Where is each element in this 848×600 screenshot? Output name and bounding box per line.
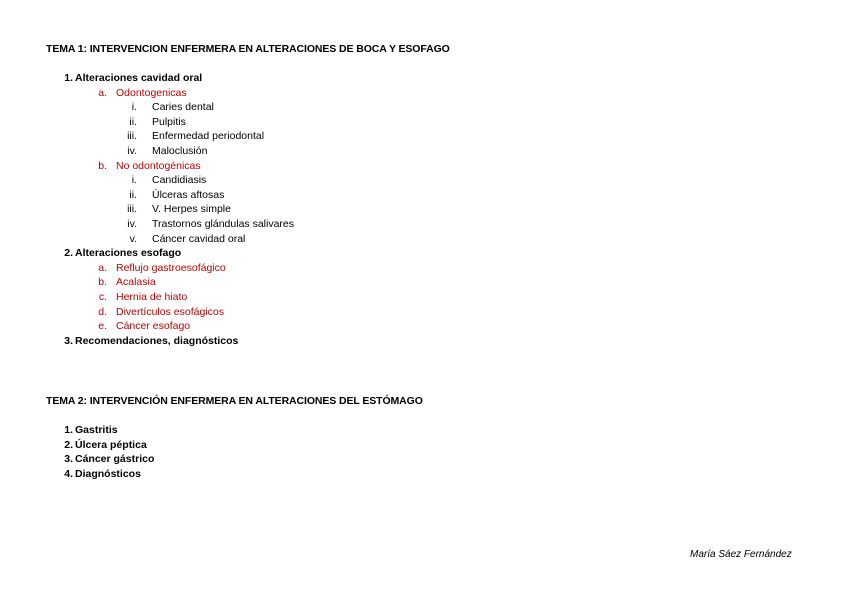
outline-item-level-3 (113, 217, 513, 232)
outline-item-text: Candidiasis (152, 174, 207, 187)
outline-item-text: Recomendaciones, diagnósticos (75, 334, 239, 347)
outline-item-level-1 (57, 423, 457, 438)
outline-item-number: d. (98, 305, 107, 318)
outline-item-level-3 (113, 173, 513, 188)
outline-item-number: i. (131, 101, 137, 114)
outline-item-text: Maloclusión (152, 145, 208, 157)
outline-item-level-3 (113, 202, 513, 217)
outline-item-level-3 (113, 188, 513, 203)
outline-item-text: Diagnósticos (75, 467, 141, 480)
outline-item-text: Acalasia (116, 276, 156, 289)
outline-item-text: Enfermedad periodontal (152, 130, 265, 143)
outline-item-number: a. (98, 86, 107, 99)
outline-item-number: c. (98, 291, 107, 303)
tema1-heading: TEMA 1: INTERVENCION ENFERMERA EN ALTERACIONES DE BOCA Y ESOFAGO (46, 43, 450, 55)
outline-item-level-3 (113, 115, 513, 130)
outline-item-text: Cáncer cavidad oral (152, 232, 246, 245)
outline-item-number: ii. (129, 115, 137, 128)
outline-item-text: Alteraciones cavidad oral (75, 72, 203, 84)
tema2-heading: TEMA 2: INTERVENCIÓN ENFERMERA EN ALTERACIONES DEL ESTÓMAGO (46, 395, 423, 407)
outline-item-level-2 (93, 261, 493, 276)
outline-item-level-3 (113, 100, 513, 115)
outline-item-text: Odontogenicas (116, 86, 187, 99)
outline-item-level-2 (93, 319, 493, 334)
outline-item-number: a. (98, 261, 107, 274)
outline-item-level-1 (57, 452, 457, 467)
outline-item-number: b. (98, 159, 107, 172)
outline-item-number: iii. (127, 203, 137, 216)
outline-item-level-3 (113, 144, 513, 159)
outline-item-text: Trastornos glándulas salivares (152, 218, 295, 230)
outline-item-number: 3. (64, 334, 73, 347)
outline-item-number: iii. (127, 130, 137, 143)
outline-item-level-1 (57, 334, 457, 349)
outline-item-text: Reflujo gastroesofágico (116, 261, 226, 274)
outline-item-number: 2. (64, 438, 73, 451)
outline-item-text: Úlcera péptica (75, 438, 147, 451)
outline-item-text: Caries dental (152, 101, 214, 114)
outline-item-level-1 (57, 467, 457, 482)
outline-item-text: Úlceras aftosas (152, 188, 225, 201)
outline-item-text: Alteraciones esofago (75, 247, 182, 260)
outline-item-text: No odontogénicas (116, 159, 201, 172)
outline-item-number: b. (98, 276, 107, 289)
author-signature: María Sáez Fernández (690, 549, 792, 560)
outline-item-level-2 (93, 290, 493, 305)
outline-item-text: Cáncer esofago (116, 320, 191, 333)
outline-item-number: iv. (127, 218, 137, 230)
outline-item-level-2 (93, 159, 493, 174)
outline-item-text: Pulpitis (152, 115, 186, 128)
outline-item-number: v. (129, 232, 137, 245)
outline-item-level-2 (93, 86, 493, 101)
outline-item-level-2 (93, 305, 493, 320)
outline-item-number: 4. (64, 467, 73, 480)
outline-item-number: iv. (127, 145, 137, 157)
outline-item-level-1 (57, 246, 457, 261)
outline-item-number: i. (131, 174, 137, 187)
outline-item-level-3 (113, 232, 513, 247)
outline-item-text: Gastritis (75, 424, 118, 436)
outline-item-number: 2. (64, 247, 73, 260)
outline-item-text: V. Herpes simple (152, 203, 231, 216)
outline-item-number: 1. (64, 72, 73, 84)
outline-item-text: Hernia de hiato (116, 291, 188, 303)
outline-item-level-1 (57, 71, 457, 86)
outline-item-number: ii. (129, 188, 137, 201)
outline-item-text: Divertículos esofágicos (116, 305, 224, 318)
outline-item-number: 3. (64, 453, 73, 466)
outline-item-number: 1. (64, 424, 73, 436)
outline-item-level-3 (113, 129, 513, 144)
outline-item-number: e. (98, 320, 107, 333)
outline-item-text: Cáncer gástrico (75, 453, 155, 466)
outline-item-level-2 (93, 275, 493, 290)
outline-item-level-1 (57, 438, 457, 453)
